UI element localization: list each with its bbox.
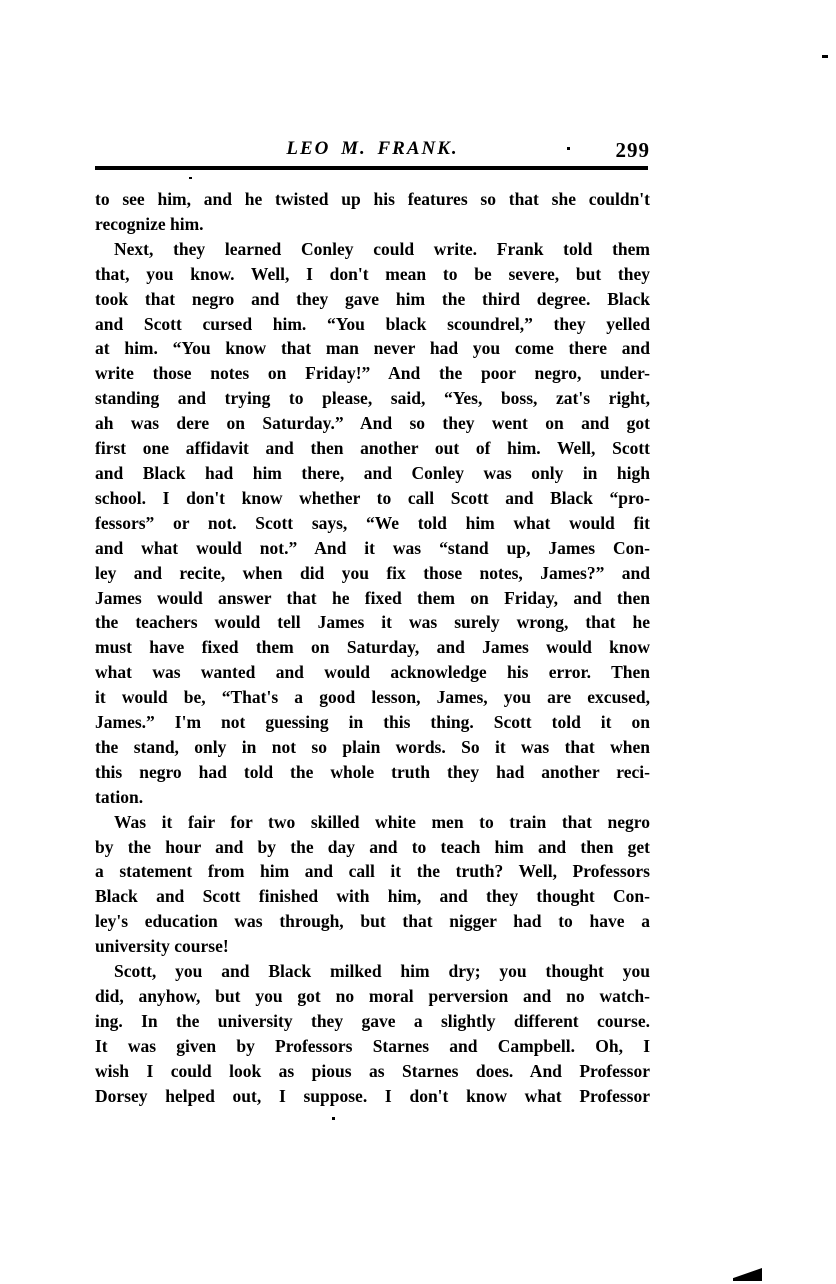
text-line: ah was dere on Saturday.” And so they went on and got (95, 413, 650, 434)
page-corner-mark (733, 1268, 762, 1281)
text-line: Next, they learned Conley could write. Frank told them (114, 238, 650, 259)
scan-speck (567, 147, 570, 150)
page-number: 299 (615, 138, 650, 162)
text-line: first one affidavit and then another out of him. Well, Scott (95, 438, 650, 459)
body-text (95, 187, 650, 1109)
text-line: that, you know. Well, I don't mean to be severe, but they (95, 263, 650, 284)
scan-speck (332, 1117, 335, 1120)
text-line: ley's education was through, but that nigger had to have a (95, 911, 650, 932)
text-line: what was wanted and would acknowledge his error. Then (95, 662, 650, 683)
text-line: write those notes on Friday!” And the poor negro, under- (95, 363, 650, 384)
running-head-title: LEO M. FRANK. (286, 138, 459, 159)
text-line: ley and recite, when did you fix those notes, James?” and (95, 562, 650, 583)
text-line: this negro had told the whole truth they had another reci- (95, 761, 650, 782)
text-line: tation. (95, 786, 144, 807)
paragraph (95, 810, 650, 959)
text-line: a statement from him and call it the truth? Well, Professors (95, 861, 650, 882)
text-line: Dorsey helped out, I suppose. I don't know what Professor (95, 1085, 650, 1106)
text-line: standing and trying to please, said, “Yes, boss, zat's right, (95, 388, 650, 409)
text-line: the teachers would tell James it was surely wrong, that he (95, 612, 650, 633)
text-line: James.” I'm not guessing in this thing. Scott told it on (95, 712, 650, 733)
page-header (95, 138, 650, 164)
text-line: to see him, and he twisted up his features so that she couldn't (95, 189, 650, 209)
text-line: ing. In the university they gave a slightly different course. (95, 1010, 650, 1031)
text-line: at him. “You know that man never had you come there and (95, 338, 650, 359)
text-line: wish I could look as pious as Starnes does. And Professor (95, 1060, 650, 1081)
scan-speck (822, 55, 828, 58)
text-line: did, anyhow, but you got no moral perversion and no watch- (95, 986, 650, 1006)
paragraph (95, 237, 650, 810)
text-line: by the hour and by the day and to teach him and then get (95, 836, 650, 857)
text-line: and Black had him there, and Conley was only in high (95, 462, 650, 483)
text-line: and Scott cursed him. “You black scoundrel,” they yelled (95, 313, 650, 334)
text-line: and what would not.” And it was “stand up, James Con- (95, 537, 650, 558)
text-line: Black and Scott finished with him, and they thought Con- (95, 886, 650, 907)
text-line: must have fixed them on Saturday, and James would know (95, 637, 650, 658)
text-line: university course! (95, 936, 229, 957)
text-line: it would be, “That's a good lesson, James, you are excused, (95, 687, 650, 708)
text-line: Was it fair for two skilled white men to train that negro (114, 811, 650, 832)
header-rule (95, 166, 648, 170)
paragraph (95, 187, 650, 237)
text-line: the stand, only in not so plain words. So it was that when (95, 736, 650, 757)
text-line: fessors” or not. Scott says, “We told him what would fit (95, 512, 650, 533)
paragraph (95, 959, 650, 1108)
text-line: took that negro and they gave him the third degree. Black (95, 288, 650, 309)
text-line: school. I don't know whether to call Scott and Black “pro- (95, 487, 650, 508)
text-line: James would answer that he fixed them on Friday, and then (95, 587, 650, 608)
text-line: It was given by Professors Starnes and Campbell. Oh, I (95, 1035, 650, 1056)
scan-speck (189, 177, 192, 179)
text-line: recognize him. (95, 213, 204, 234)
text-line: Scott, you and Black milked him dry; you thought you (114, 961, 650, 982)
